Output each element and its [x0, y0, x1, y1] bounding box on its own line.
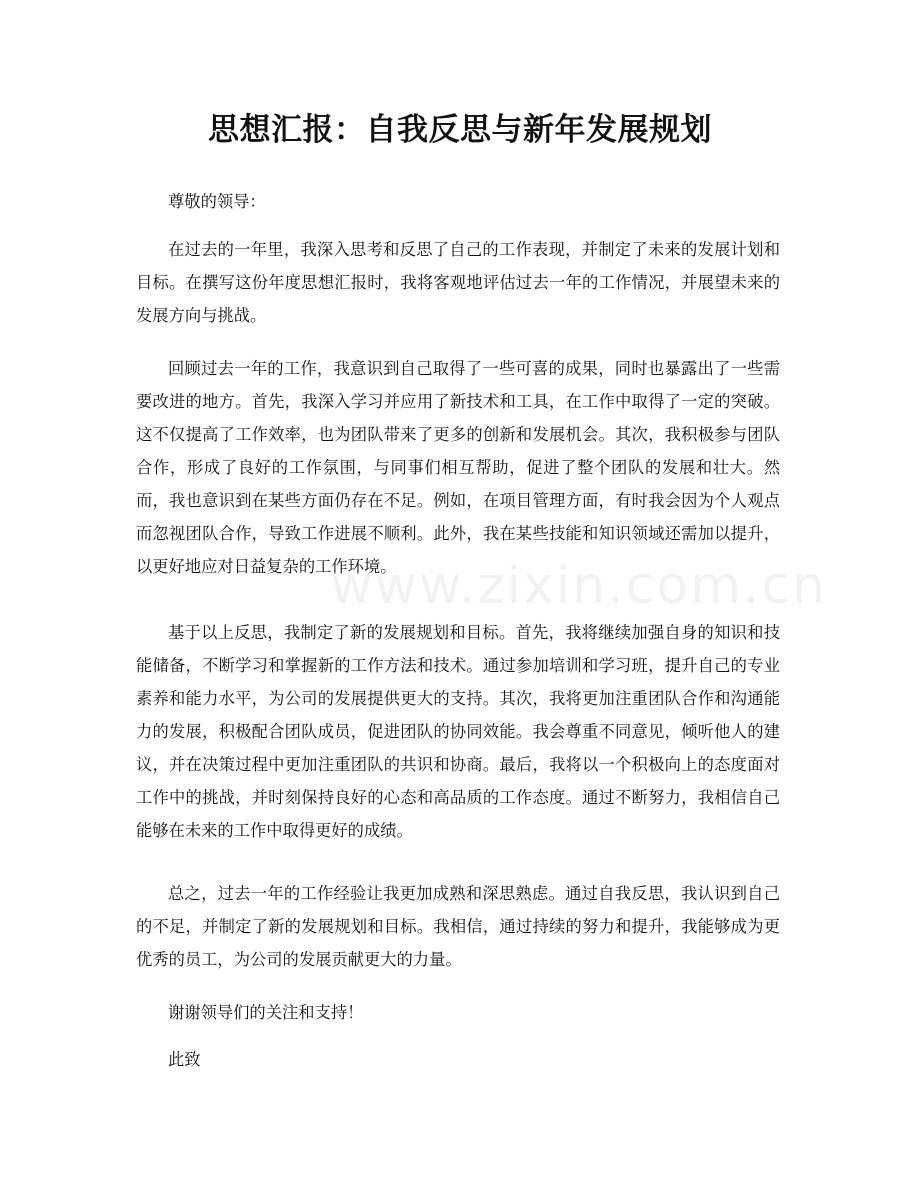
closing-line: 此致 [168, 1050, 201, 1069]
paragraph-review: 回顾过去一年的工作，我意识到自己取得了一些可喜的成果，同时也暴露出了一些需要改进的地方。首先，我深入学习并应用了新技术和工具，在工作中取得了一定的突破。这不仅提高了工作效率，也为团队带来了更多的创新和发展机会。其次，我积极参与团队合作，形成了良好的工作氛围，与同事们相互帮助，促进了整个团队的发展和壮大。然而，我也意识到在某些方面仍存在不足。例如，在项目管理方面，有时我会因为个人观点而忽视团队合作，导致工作进展不顺利。此外，我在某些技能和知识领域还需加以提升，以更好地应对日益复杂的工作环境。 [136, 359, 780, 576]
paragraph-intro: 在过去的一年里，我深入思考和反思了自己的工作表现，并制定了未来的发展计划和目标。在撰写这份年度思想汇报时，我将客观地评估过去一年的工作情况，并展望未来的发展方向与挑战。 [136, 240, 780, 325]
document-title: 思想汇报：自我反思与新年发展规划 [208, 112, 712, 148]
paragraph-plan: 基于以上反思，我制定了新的发展规划和目标。首先，我将继续加强自身的知识和技能储备，不断学习和掌握新的工作方法和技术。通过参加培训和学习班，提升自己的专业素养和能力水平，为公司的发展提供更大的支持。其次，我将更加注重团队合作和沟通能力的发展，积极配合团队成员，促进团队的协同效能。我会尊重不同意见，倾听他人的建议，并在决策过程中更加注重团队的共识和协商。最后，我将以一个积极向上的态度面对工作中的挑战，并时刻保持良好的心态和高品质的工作态度。通过不断努力，我相信自己能够在未来的工作中取得更好的成绩。 [136, 623, 780, 840]
thanks-line: 谢谢领导们的关注和支持！ [168, 1003, 364, 1022]
paragraph-summary: 总之，过去一年的工作经验让我更加成熟和深思熟虑。通过自我反思，我认识到自己的不足，并制定了新的发展规划和目标。我相信，通过持续的努力和提升，我能够成为更优秀的员工，为公司的发展贡献更大的力量。 [136, 884, 780, 969]
salutation: 尊敬的领导： [168, 192, 266, 211]
watermark: www.zixin.com.cn [330, 556, 827, 616]
